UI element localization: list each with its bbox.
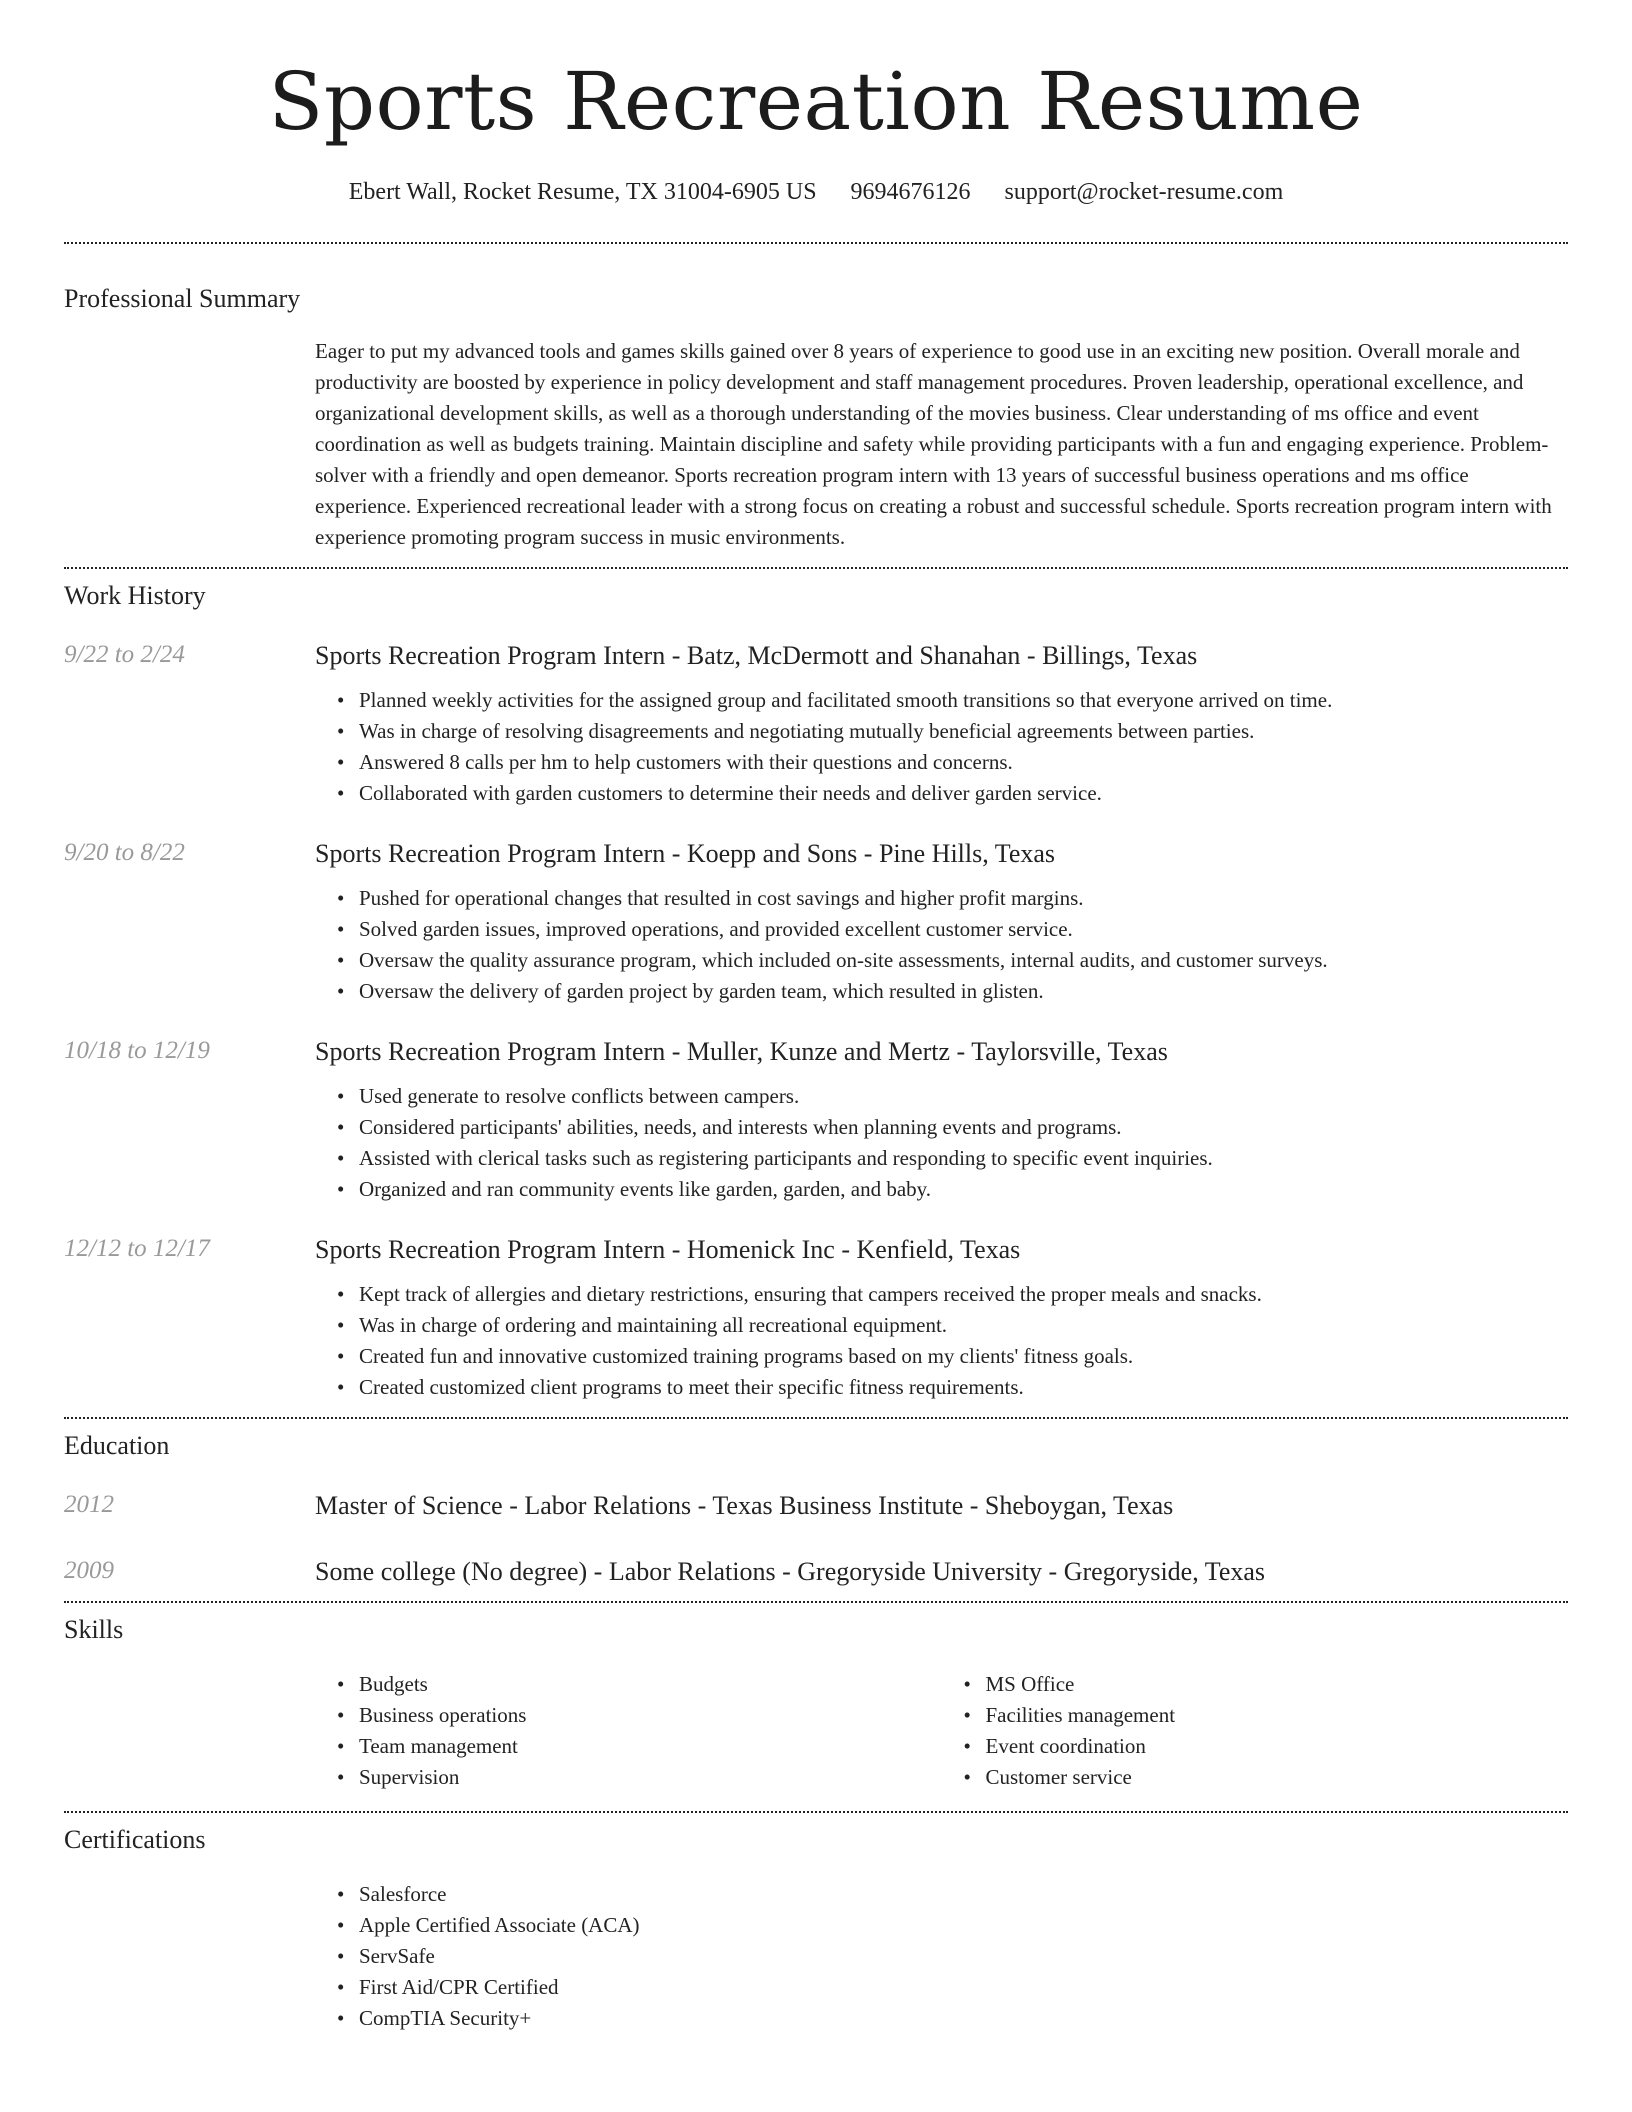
summary-text: Eager to put my advanced tools and games skills gained over 8 years of experience to good use in an exciting new position. Overall morale and productivity are boosted by experience in policy development and staff management procedures. Proven leadership, operational excellence, and organizational development skills, as well as a thorough understanding of the movies business. Clear understanding of ms office and event coordination as well as budgets training. Maintain discipline and safety while providing participants with a fun and engaging experience. Problem-solver with a friendly and open demeanor. Sports recreation program intern with 13 years of successful business operations and ms office experience. Experienced recreational leader with a strong focus on creating a robust and successful schedule. Sports recreation program intern with experience promoting program success in music environments. (315, 339, 1552, 549)
job-bullets (315, 1279, 1568, 1403)
education-entry (64, 1491, 1568, 1521)
divider (64, 1417, 1568, 1419)
job-entry (64, 1235, 1568, 1403)
list-item: • Organized and ran community events like garden, garden, and baby. (359, 1174, 1568, 1205)
list-item: • Created customized client programs to meet their specific fitness requirements. (359, 1372, 1568, 1403)
list-item: • Oversaw the quality assurance program, which included on-site assessments, internal audits, and customer surveys. (359, 945, 1568, 976)
contact-phone: 9694676126 (850, 179, 971, 205)
section-title-education: Education (64, 1431, 170, 1460)
resume-title: Sports Recreation Resume (268, 55, 1364, 148)
list-item: • Customer service (986, 1762, 1569, 1793)
list-item: • Planned weekly activities for the assigned group and facilitated smooth transitions so that everyone arrived on time. (359, 685, 1568, 716)
job-title: Sports Recreation Program Intern - Muller, Kunze and Mertz - Taylorsville, Texas (315, 1037, 1168, 1066)
list-item: • Facilities management (986, 1700, 1569, 1731)
list-item: • Created fun and innovative customized training programs based on my clients' fitness goals. (359, 1341, 1568, 1372)
resume-page (64, 0, 1568, 2034)
list-item: • Business operations (359, 1700, 942, 1731)
job-title: Sports Recreation Program Intern - Batz, McDermott and Shanahan - Billings, Texas (315, 641, 1198, 670)
section-title-certifications: Certifications (64, 1825, 206, 1854)
list-item: • Budgets (359, 1669, 942, 1700)
job-title: Sports Recreation Program Intern - Koepp and Sons - Pine Hills, Texas (315, 839, 1056, 868)
divider (64, 1601, 1568, 1603)
list-item: • MS Office (986, 1669, 1569, 1700)
list-item: • CompTIA Security+ (359, 2003, 1568, 2034)
contact-line (64, 176, 1568, 208)
divider (64, 567, 1568, 569)
list-item: • Assisted with clerical tasks such as registering participants and responding to specific event inquiries. (359, 1143, 1568, 1174)
list-item: • First Aid/CPR Certified (359, 1972, 1568, 2003)
education-text: Master of Science - Labor Relations - Texas Business Institute - Sheboygan, Texas (315, 1491, 1174, 1520)
list-item: • Supervision (359, 1762, 942, 1793)
education-year: 2009 (64, 1557, 114, 1584)
list-item: • Collaborated with garden customers to determine their needs and deliver garden service. (359, 778, 1568, 809)
education-text: Some college (No degree) - Labor Relations - Gregoryside University - Gregoryside, Texas (315, 1557, 1266, 1586)
job-bullets (315, 1081, 1568, 1205)
job-dates: 9/22 to 2/24 (64, 641, 185, 668)
list-item: • Team management (359, 1731, 942, 1762)
job-dates: 9/20 to 8/22 (64, 839, 185, 866)
section-title-work-history: Work History (64, 581, 206, 610)
skills-column-left (315, 1669, 942, 1793)
list-item: • Considered participants' abilities, needs, and interests when planning events and programs. (359, 1112, 1568, 1143)
list-item: • Apple Certified Associate (ACA) (359, 1910, 1568, 1941)
job-dates: 10/18 to 12/19 (64, 1037, 210, 1064)
education-entry (64, 1557, 1568, 1587)
job-bullets (315, 685, 1568, 809)
job-entry (64, 839, 1568, 1007)
divider (64, 242, 1568, 244)
list-item: • Event coordination (986, 1731, 1569, 1762)
divider (64, 1811, 1568, 1813)
list-item: • Pushed for operational changes that resulted in cost savings and higher profit margins. (359, 883, 1568, 914)
list-item: • Kept track of allergies and dietary restrictions, ensuring that campers received the proper meals and snacks. (359, 1279, 1568, 1310)
certifications-list (315, 1879, 1568, 2034)
contact-address: Ebert Wall, Rocket Resume, TX 31004-6905 US (348, 179, 817, 205)
job-dates: 12/12 to 12/17 (64, 1235, 210, 1262)
job-entry (64, 1037, 1568, 1205)
skills-list (315, 1669, 1568, 1793)
section-title-skills: Skills (64, 1615, 124, 1644)
section-title-summary: Professional Summary (64, 284, 301, 313)
job-title: Sports Recreation Program Intern - Homenick Inc - Kenfield, Texas (315, 1235, 1021, 1264)
skills-column-right (942, 1669, 1569, 1793)
job-entry (64, 641, 1568, 809)
list-item: • Salesforce (359, 1879, 1568, 1910)
list-item: • Answered 8 calls per hm to help customers with their questions and concerns. (359, 747, 1568, 778)
list-item: • Solved garden issues, improved operations, and provided excellent customer service. (359, 914, 1568, 945)
education-year: 2012 (64, 1491, 114, 1518)
job-bullets (315, 883, 1568, 1007)
list-item: • Was in charge of resolving disagreements and negotiating mutually beneficial agreements between parties. (359, 716, 1568, 747)
list-item: • Oversaw the delivery of garden project by garden team, which resulted in glisten. (359, 976, 1568, 1007)
list-item: • Was in charge of ordering and maintaining all recreational equipment. (359, 1310, 1568, 1341)
contact-email: support@rocket-resume.com (1004, 179, 1284, 205)
list-item: • Used generate to resolve conflicts between campers. (359, 1081, 1568, 1112)
list-item: • ServSafe (359, 1941, 1568, 1972)
